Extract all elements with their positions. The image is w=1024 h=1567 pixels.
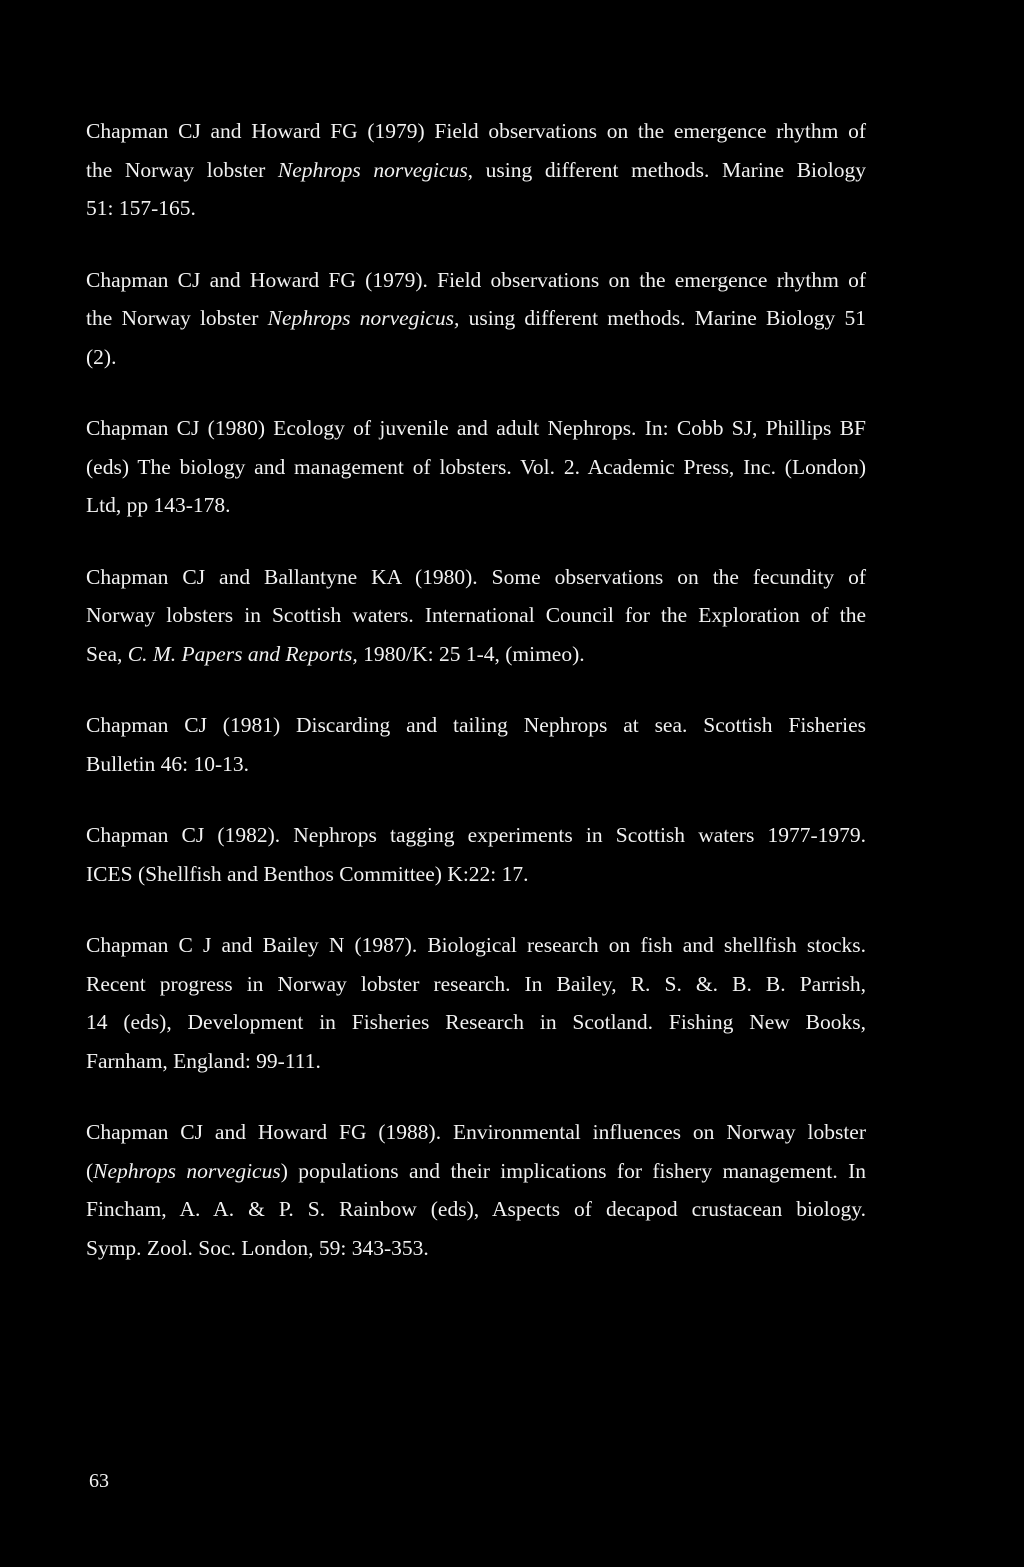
text-segment: the Norway lobster (86, 306, 268, 330)
text-segment: Ltd, pp 143-178. (86, 493, 231, 517)
text-segment: Chapman CJ and Howard FG (1979) Field observations on the emergence rhythm of (86, 119, 866, 143)
reference-line (86, 558, 866, 597)
reference-entry (86, 261, 866, 377)
text-segment: Chapman CJ (1982). Nephrops tagging experiments in Scottish waters 1977-1979. (86, 823, 866, 847)
text-segment: Chapman CJ (1980) Ecology of juvenile and adult Nephrops. In: Cobb SJ, Phillips BF (86, 416, 866, 440)
text-segment: ) populations and their implications for fishery management. In (280, 1158, 867, 1183)
text-segment: the Norway lobster (86, 157, 278, 182)
reference-line (86, 448, 866, 487)
reference-entry (86, 816, 866, 893)
text-segment: 14 (eds), Development in Fisheries Research in Scotland. Fishing New Books, (86, 1010, 866, 1034)
text-segment: Fincham, A. A. & P. S. Rainbow (eds), Aspects of decapod crustacean biology. (86, 1197, 866, 1221)
text-segment: Chapman CJ and Ballantyne KA (1980). Some observations on the fecundity of (86, 564, 866, 589)
text-segment: Chapman CJ (1981) Discarding and tailing Nephrops at sea. Scottish Fisheries (86, 713, 866, 737)
reference-line (86, 855, 866, 894)
page-number: 63 (89, 1470, 109, 1492)
reference-line (86, 189, 866, 228)
reference-line (86, 1152, 866, 1191)
reference-line (86, 1229, 866, 1268)
text-segment: (2). (86, 344, 117, 369)
italic-text: Nephrops norvegicus (93, 1158, 281, 1183)
reference-list (86, 112, 866, 1300)
reference-line (86, 261, 866, 300)
reference-entry (86, 1113, 866, 1267)
text-segment: Chapman C J and Bailey N (1987). Biological research on fish and shellfish stocks. (86, 933, 866, 957)
reference-line (86, 816, 866, 855)
text-segment: (eds) The biology and management of lobsters. Vol. 2. Academic Press, Inc. (London) (86, 454, 866, 479)
reference-line (86, 299, 866, 338)
reference-line (86, 338, 866, 377)
text-segment: ICES (Shellfish and Benthos Committee) K:22: 17. (86, 861, 529, 886)
reference-line (86, 1190, 866, 1229)
reference-line (86, 1042, 866, 1081)
text-segment: ( (86, 1158, 94, 1183)
reference-line (86, 926, 866, 965)
reference-line (86, 1113, 866, 1152)
text-segment: Chapman CJ and Howard FG (1979). Field observations on the emergence rhythm of (86, 267, 866, 292)
reference-line (86, 745, 866, 784)
reference-line (86, 596, 866, 635)
text-segment: Bulletin 46: 10-13. (86, 751, 250, 776)
reference-line (86, 409, 866, 448)
text-segment: Farnham, England: 99-111. (86, 1048, 321, 1073)
reference-line (86, 1003, 866, 1042)
italic-text: Nephrops norvegicus, (267, 306, 460, 330)
reference-entry (86, 112, 866, 228)
text-segment: 1980/K: 25 1-4, (mimeo). (357, 641, 585, 666)
text-segment: Symp. Zool. Soc. London, 59: 343-353. (86, 1235, 429, 1260)
text-segment: Recent progress in Norway lobster research. In Bailey, R. S. &. B. B. Parrish, (86, 971, 866, 996)
reference-line (86, 486, 866, 525)
reference-entry (86, 409, 866, 525)
text-segment: Chapman CJ and Howard FG (1988). Environmental influences on Norway lobster (86, 1120, 866, 1144)
reference-entry (86, 558, 866, 674)
text-segment: Sea, (86, 641, 128, 666)
reference-entry (86, 926, 866, 1080)
reference-line (86, 635, 866, 674)
reference-line (86, 706, 866, 745)
reference-line (86, 112, 866, 151)
text-segment: using different methods. Marine Biology (473, 157, 866, 182)
reference-entry (86, 706, 866, 783)
italic-text: C. M. Papers and Reports, (127, 641, 358, 666)
italic-text: Nephrops norvegicus, (277, 157, 474, 182)
reference-line (86, 965, 866, 1004)
text-segment: using different methods. Marine Biology 51 (459, 306, 866, 330)
text-segment: Norway lobsters in Scottish waters. International Council for the Exploration of the (86, 603, 866, 627)
text-segment: 51: 157-165. (86, 196, 196, 220)
reference-line (86, 151, 866, 190)
